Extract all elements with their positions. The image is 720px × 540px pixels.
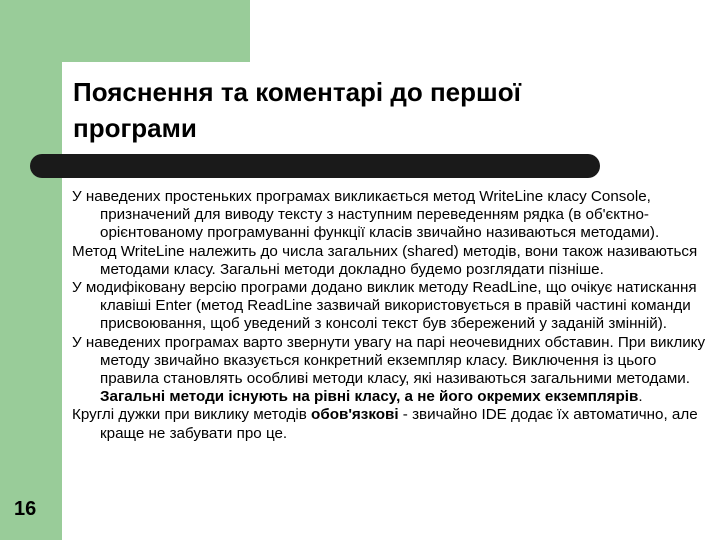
body-paragraph <box>72 334 718 407</box>
left-accent-bar <box>0 0 62 540</box>
slide-title-line-2: програми <box>73 113 197 143</box>
text-run: - звичайно IDE додає їх автоматично, але краще не забувати про це. <box>100 406 698 442</box>
page-number: 16 <box>14 498 37 520</box>
text-run: У наведених програмах варто звернути увагу на парі неочевидних обставин. При виклику методу звичайно вказується конкретний екземпляр класу. Виключення із цього правила становлять особливі методи класу, які називаються загальними методами. <box>72 333 706 388</box>
text-run: У наведених простеньких програмах викликається метод WriteLine класу Console, призначений для виводу тексту з наступним переведенням рядка (в об'єктно-орієнтованому програмуванні функції класів звичайно називаються методами). <box>72 188 660 242</box>
text-run: Метод WriteLine належить до числа загальних (shared) методів, вони також називаються методами класу. Загальні методи докладно будемо розглядати пізніше. <box>72 242 698 278</box>
text-run: У модифіковану версію програми додано виклик методу ReadLine, що очікує натискання клавіші Enter (метод ReadLine зазвичай використовується в правій частині команди присвоювання, щоб уведений з консолі текст був збережений у заданій змінній). <box>72 279 697 333</box>
slide-title <box>73 74 673 146</box>
body-paragraph <box>72 188 718 243</box>
title-underline-bar <box>30 154 600 178</box>
slide-body <box>72 188 718 443</box>
slide-title-line-1: Пояснення та коментарі до першої <box>73 77 521 107</box>
bold-text-run: обов'язкові <box>311 406 399 424</box>
top-accent-block <box>62 0 250 62</box>
body-paragraph <box>72 279 718 334</box>
text-run: . <box>638 388 643 406</box>
bold-text-run: Загальні методи існують на рівні класу, а не його окремих екземплярів <box>100 388 639 406</box>
body-paragraph <box>72 243 718 279</box>
body-paragraph <box>72 406 718 442</box>
text-run: Круглі дужки при виклику методів <box>72 406 312 424</box>
